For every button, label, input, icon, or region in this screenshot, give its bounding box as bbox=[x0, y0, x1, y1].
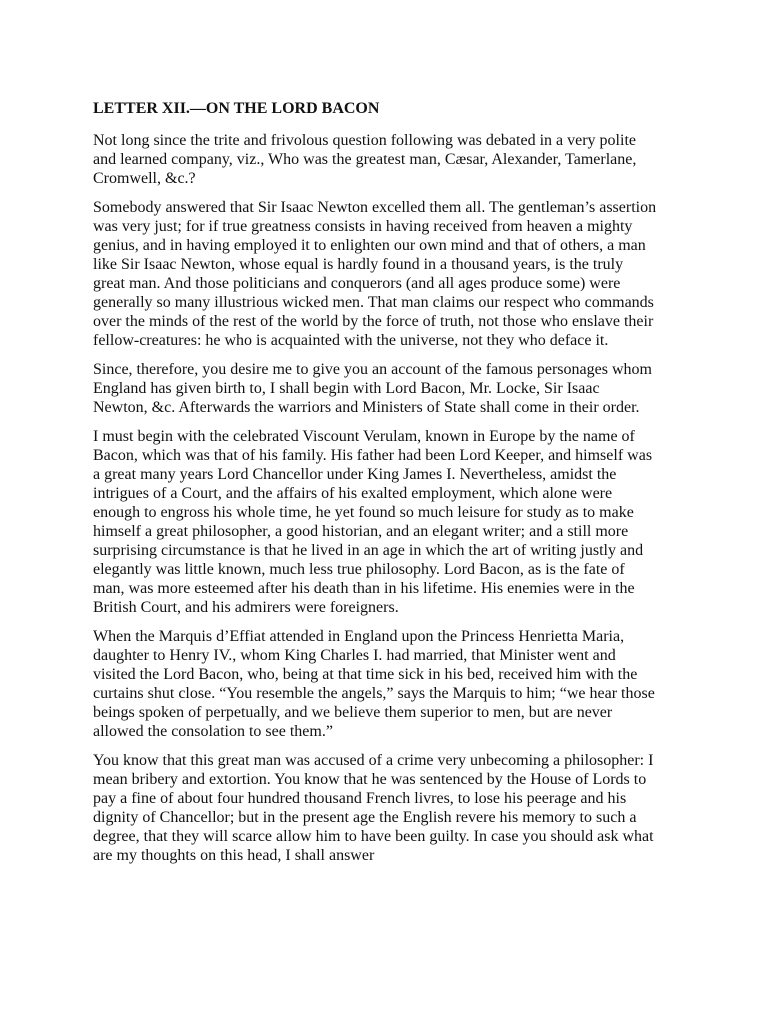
paragraph-viscount-verulam: I must begin with the celebrated Viscount Verulam, known in Europe by the name of Bacon, which was that of his family. His father had been Lord Keeper, and himself was a great many years Lord Chancellor under King James I. Nevertheless, amidst the intrigues of a Court, and the affairs of his exalted employment, which alone were enough to engross his whole time, he yet found so much leisure for study as to make himself a great philosopher, a good historian, and an elegant writer; and a still more surprising circumstance is that he lived in an age in which the art of writing justly and elegantly was little known, much less true philosophy. Lord Bacon, as is the fate of man, was more esteemed after his death than in his lifetime. His enemies were in the British Court, and his admirers were foreigners. bbox=[93, 428, 653, 616]
letter-title: LETTER XII.—ON THE LORD BACON bbox=[93, 100, 380, 117]
paragraph-greatest-man-question: Not long since the trite and frivolous question following was debated in a very polite and learned company, viz., Who was the greatest man, Cæsar, Alexander, Tamerlane, Cromwell, &c.? bbox=[93, 132, 637, 187]
paragraph-bribery-accusation: You know that this great man was accused of a crime very unbecoming a philosopher: I mean bribery and extortion. You know that he was sentenced by the House of Lords to pay a fine of about four hundred thousand French livres, to lose his peerage and his dignity of Chancellor; but in the present age the English revere his memory to such a degree, that they will scarce allow him to have been guilty. In case you should ask what are my thoughts on this head, I shall answer bbox=[93, 752, 654, 864]
paragraph-famous-personages: Since, therefore, you desire me to give you an account of the famous personages whom England has given birth to, I shall begin with Lord Bacon, Mr. Locke, Sir Isaac Newton, &c. Afterwards the warriors and Ministers of State shall come in their order. bbox=[93, 361, 652, 416]
paragraph-marquis-effiat: When the Marquis d’Effiat attended in England upon the Princess Henrietta Maria, daughter to Henry IV., whom King Charles I. had married, that Minister went and visited the Lord Bacon, who, being at that time sick in his bed, received him with the curtains shut close. “You resemble the angels,” says the Marquis to him; “we hear those beings spoken of perpetually, and we believe them superior to men, but are never allowed the consolation to see them.” bbox=[93, 628, 655, 740]
paragraph-newton-answer: Somebody answered that Sir Isaac Newton excelled them all. The gentleman’s assertion was very just; for if true greatness consists in having received from heaven a mighty genius, and in having employed it to enlighten our own mind and that of others, a man like Sir Isaac Newton, whose equal is hardly found in a thousand years, is the truly great man. And those politicians and conquerors (and all ages produce some) were generally so many illustrious wicked men. That man claims our respect who commands over the minds of the rest of the world by the force of truth, not those who enslave their fellow-creatures: he who is acquainted with the universe, not they who deface it. bbox=[93, 199, 657, 349]
